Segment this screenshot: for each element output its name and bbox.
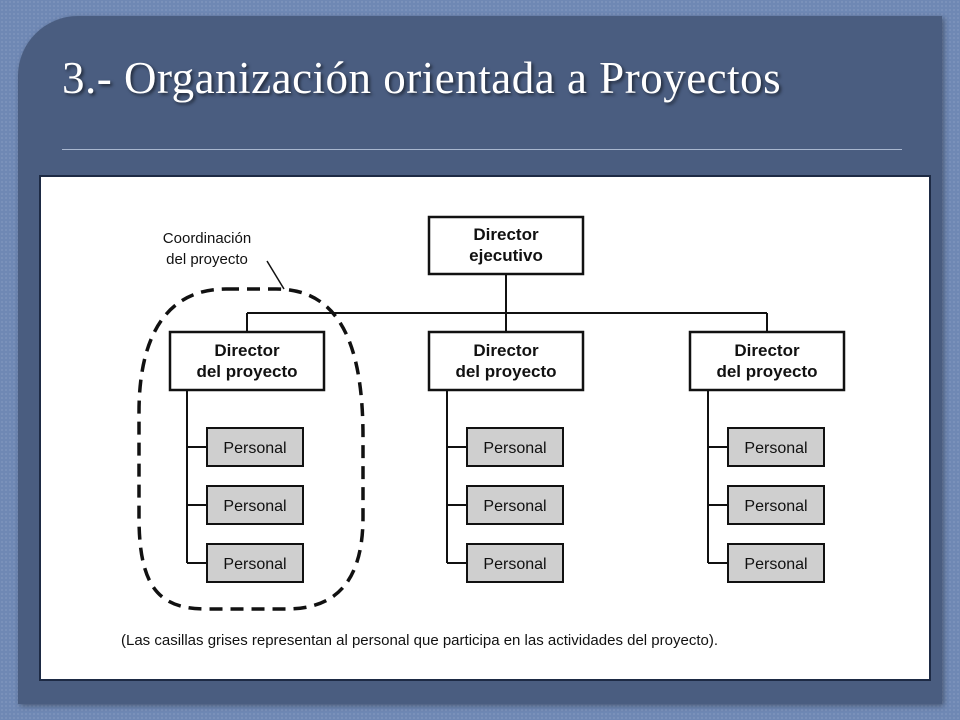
executive-label-line1: Director [473,225,539,244]
title-divider [62,149,902,150]
coordination-callout-line1: Coordinación [162,230,252,247]
svg-text:Personal: Personal [744,498,808,515]
staff-box-2-3 [467,544,563,582]
svg-text:Personal: Personal [744,556,808,573]
project-director-3-line2: del proyecto [716,362,818,381]
staff-box-2-1 [467,428,563,466]
staff-box-1-2 [207,486,303,524]
staff-box-3-3 [728,544,824,582]
org-chart-diagram [39,175,931,681]
project-director-2-line1: Director [473,341,539,360]
svg-text:Personal: Personal [223,498,287,515]
staff-box-1-3 [207,544,303,582]
diagram-footnote: (Las casillas grises representan al personal que participa en las actividades del proyecto). [121,632,718,649]
svg-text:Personal: Personal [223,440,287,457]
project-director-box-2 [429,332,583,390]
project-director-box-3 [690,332,844,390]
staff-box-1-1 [207,428,303,466]
project-director-3-line1: Director [734,341,800,360]
callout-pointer [267,261,284,289]
org-chart-svg [41,177,929,679]
svg-text:Personal: Personal [483,498,547,515]
coordination-callout-line2: del proyecto [166,251,248,268]
svg-text:Personal: Personal [483,556,547,573]
svg-text:Personal: Personal [744,440,808,457]
executive-label-line2: ejecutivo [469,246,543,265]
staff-box-3-1 [728,428,824,466]
project-director-1-line2: del proyecto [196,362,298,381]
slide-title: 3.- Organización orientada a Proyectos [62,53,782,103]
project-director-2-line2: del proyecto [455,362,557,381]
staff-box-2-2 [467,486,563,524]
svg-text:Personal: Personal [223,556,287,573]
staff-box-3-2 [728,486,824,524]
svg-text:Personal: Personal [483,440,547,457]
project-director-box-1 [170,332,324,390]
executive-director-box [429,217,583,274]
project-director-1-line1: Director [214,341,280,360]
